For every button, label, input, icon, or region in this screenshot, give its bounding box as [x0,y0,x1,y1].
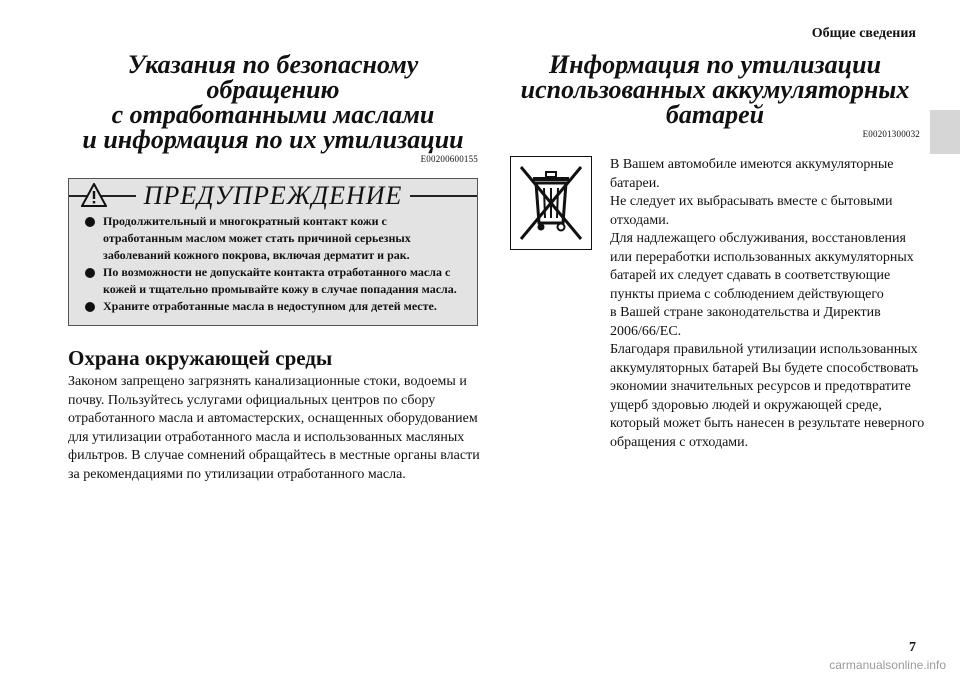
warning-item-text: По возможности не допускайте контакта отработанного масла с кожей и тщательно промывайте кожу в случае попадания масла. [103,265,457,296]
right-column [510,50,925,450]
environment-body: Законом запрещено загрязнять канализационные стоки, водоемы и почву. Пользуйтесь услугами официальных центров по сбору отработанного масла и автомастерских, оснащенных оборудованием для утилизации отработанного масла и использованных масляных фильтров. В случае сомнений обращайтесь в местные органы власти за рекомендациями по утилизации отработанного масла. [68,374,480,482]
body-line: в Вашей стране законодательства и Директив [610,305,881,320]
title-line: использованных аккумуляторных [520,75,910,104]
bullet-icon [85,268,95,278]
warning-title: ПРЕДУПРЕЖДЕНИЕ [136,181,411,211]
body-line: батареи. [610,175,660,191]
crossed-bin-icon-frame [510,156,592,250]
warning-box [68,178,478,326]
body-line: батарей их следует сдавать в соответствующие [610,268,891,283]
doc-code: E00200600155 [420,154,478,164]
title-line: и информация по их утилизации [82,125,464,154]
crossed-out-wheelie-bin-icon [511,157,591,249]
environment-heading: Охрана окружающей среды [68,346,333,370]
body-line: который может быть нанесен в результате неверного [610,416,925,431]
body-line: В Вашем автомобиле имеются аккумуляторные [610,157,894,172]
body-line: аккумуляторных батарей Вы будете способствовать [610,360,919,376]
battery-body [610,156,930,452]
warning-list [69,213,477,315]
body-line: пункты приема с соблюдением действующего [610,286,884,302]
warning-header [69,179,477,213]
title-line: с отработанными маслами [111,100,435,129]
doc-code: E00201300032 [862,129,920,139]
title-line: Информация по утилизации [548,50,882,79]
running-header: Общие сведения [811,26,916,41]
body-line: Не следует их выбрасывать вместе с бытовыми [610,194,893,209]
page-number: 7 [909,640,916,655]
watermark: carmanualsonline.info [829,658,946,672]
body-line: отходами. [610,212,670,228]
warning-item-text: Храните отработанные масла в недоступном для детей месте. [103,299,437,313]
warning-item [81,213,463,264]
left-column [68,52,478,484]
warning-triangle-icon [81,183,107,207]
bullet-icon [85,302,95,312]
body-line: или переработки использованных аккумуляторных [610,249,914,265]
oil-safety-title [68,52,478,152]
body-line: ущерб здоровью людей и окружающей среде, [610,397,882,413]
body-line: Для надлежащего обслуживания, восстановления [610,231,906,246]
body-line: обращения с отходами. [610,434,749,450]
warning-item-text: Продолжительный и многократный контакт кожи с отработанным маслом может стать причиной серьезных заболеваний кожного покрова, включая дерматит и рак. [103,214,411,262]
warning-item [81,264,463,298]
body-line: Благодаря правильной утилизации использованных [610,342,918,357]
body-line: 2006/66/EC. [610,323,682,339]
title-line: батарей [665,100,765,129]
body-line: экономии значительных ресурсов и предотвратите [610,379,911,394]
section-thumb-tab [930,110,960,154]
battery-disposal-title [510,52,920,127]
bullet-icon [85,217,95,227]
title-line: Указания по безопасному обращению [127,50,419,104]
warning-item [81,298,463,315]
